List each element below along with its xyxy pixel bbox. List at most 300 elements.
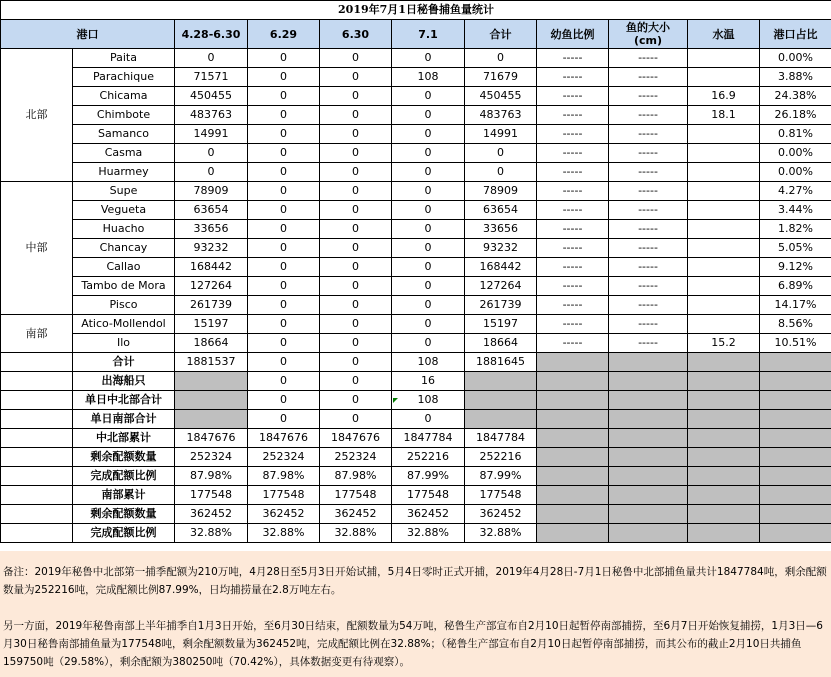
summary-label: 剩余配额数量 [73,448,175,467]
table-row [1,68,831,87]
cell-d0629: 1847676 [248,429,320,448]
cell-d0630: 0 [320,220,392,239]
cell-juvenile: ----- [537,220,609,239]
cell-d0701: 108 [392,353,465,372]
empty-cell [537,410,609,429]
empty-cell [537,353,609,372]
cell-water-temp: 16.9 [688,87,760,106]
cell-water-temp [688,163,760,182]
cell-share: 10.51% [760,334,831,353]
empty-cell [609,524,688,543]
cell-range: 261739 [175,296,248,315]
empty-cell [537,524,609,543]
cell-d0701: 108 [392,391,465,410]
cell-juvenile: ----- [537,106,609,125]
cell-d0629: 0 [248,87,320,106]
cell-d0701: 0 [392,239,465,258]
cell-water-temp [688,239,760,258]
cell-range: 32.88% [175,524,248,543]
header-range: 4.28-6.30 [175,20,248,49]
empty-cell [609,505,688,524]
cell-share: 26.18% [760,106,831,125]
port-name: Paita [73,49,175,68]
empty-cell [537,391,609,410]
cell-d0630: 0 [320,201,392,220]
empty-cell [537,372,609,391]
header-0629: 6.29 [248,20,320,49]
summary-spacer [1,410,73,429]
cell-d0630: 0 [320,125,392,144]
cell-juvenile: ----- [537,315,609,334]
cell-total: 362452 [465,505,537,524]
cell-d0701: 0 [392,201,465,220]
cell-total: 87.99% [465,467,537,486]
summary-label: 剩余配额数量 [73,505,175,524]
fish-size-label: 鱼的大小 [626,21,670,34]
cell-water-temp [688,182,760,201]
cell-d0630: 0 [320,163,392,182]
cell-d0630: 0 [320,239,392,258]
cell-share: 8.56% [760,315,831,334]
empty-cell [688,353,760,372]
cell-total: 1881645 [465,353,537,372]
cell-d0630: 0 [320,182,392,201]
cell-d0701: 252216 [392,448,465,467]
port-name: Chicama [73,87,175,106]
cell-d0630: 177548 [320,486,392,505]
cell-juvenile: ----- [537,49,609,68]
cell-d0629: 0 [248,220,320,239]
summary-spacer [1,467,73,486]
cell-juvenile: ----- [537,144,609,163]
table-row [1,277,831,296]
cell-water-temp [688,220,760,239]
cell-fish-size: ----- [609,239,688,258]
page-title: 2019年7月1日秘鲁捕鱼量统计 [1,1,831,20]
cell-share: 0.00% [760,144,831,163]
cell-d0630: 0 [320,353,392,372]
cell-total: 0 [465,163,537,182]
cell-juvenile: ----- [537,182,609,201]
empty-cell [609,410,688,429]
cell-fish-size: ----- [609,49,688,68]
cell-juvenile: ----- [537,125,609,144]
cell-d0629: 0 [248,372,320,391]
cell-d0629: 252324 [248,448,320,467]
cell-range: 362452 [175,505,248,524]
cell-range: 252324 [175,448,248,467]
cell-d0630: 0 [320,315,392,334]
summary-row [1,505,831,524]
cell-d0630: 0 [320,334,392,353]
summary-label: 完成配额比例 [73,524,175,543]
empty-cell [609,429,688,448]
cell-share: 24.38% [760,87,831,106]
cell-d0701: 0 [392,106,465,125]
cell-range: 0 [175,163,248,182]
cell-fish-size: ----- [609,87,688,106]
cell-d0630: 0 [320,87,392,106]
cell-d0629: 32.88% [248,524,320,543]
cell-d0701: 0 [392,87,465,106]
summary-spacer [1,448,73,467]
cell-share: 4.27% [760,182,831,201]
cell-d0701: 0 [392,144,465,163]
cell-d0701: 0 [392,49,465,68]
header-water-temp: 水温 [688,20,760,49]
table-row [1,87,831,106]
cell-d0629: 0 [248,106,320,125]
empty-cell [537,448,609,467]
summary-row [1,486,831,505]
table-row [1,163,831,182]
region-label: 北部 [1,49,73,182]
empty-cell [688,429,760,448]
cell-d0629: 0 [248,353,320,372]
cell-water-temp [688,258,760,277]
cell-juvenile: ----- [537,334,609,353]
empty-cell [688,467,760,486]
cell-total: 261739 [465,296,537,315]
cell-water-temp [688,68,760,87]
empty-cell [537,429,609,448]
empty-cell [688,486,760,505]
cell-water-temp [688,125,760,144]
table-row [1,220,831,239]
cell-total: 33656 [465,220,537,239]
notes-box [0,551,831,677]
cell-share: 3.44% [760,201,831,220]
header-port: 港口 [1,20,175,49]
cell-d0630: 362452 [320,505,392,524]
cell-juvenile: ----- [537,258,609,277]
cell-d0629: 0 [248,239,320,258]
cell-water-temp [688,315,760,334]
cell-juvenile: ----- [537,201,609,220]
cell-range: 177548 [175,486,248,505]
cell-d0630: 87.98% [320,467,392,486]
cell-water-temp [688,144,760,163]
summary-label: 南部累计 [73,486,175,505]
header-share: 港口占比 [760,20,831,49]
empty-cell [537,505,609,524]
cell-d0629: 87.98% [248,467,320,486]
cell-fish-size: ----- [609,106,688,125]
empty-cell [760,372,831,391]
cell-total: 177548 [465,486,537,505]
comment-indicator [393,398,398,403]
cell-d0629: 0 [248,277,320,296]
cell-range [175,410,248,429]
table-row [1,201,831,220]
cell-d0701: 0 [392,163,465,182]
cell-range: 14991 [175,125,248,144]
empty-cell [760,391,831,410]
table-row [1,106,831,125]
port-name: Huacho [73,220,175,239]
cell-fish-size: ----- [609,277,688,296]
port-name: Ilo [73,334,175,353]
cell-fish-size: ----- [609,163,688,182]
cell-total: 168442 [465,258,537,277]
cell-total [465,410,537,429]
cell-fish-size: ----- [609,125,688,144]
fish-size-unit: (cm) [633,34,663,47]
cell-range [175,372,248,391]
cell-d0630: 0 [320,410,392,429]
cell-d0701: 16 [392,372,465,391]
cell-range: 15197 [175,315,248,334]
empty-cell [537,486,609,505]
cell-total: 450455 [465,87,537,106]
summary-spacer [1,372,73,391]
empty-cell [609,486,688,505]
summary-row [1,410,831,429]
empty-cell [688,372,760,391]
header-total: 合计 [465,20,537,49]
cell-d0630: 0 [320,106,392,125]
summary-spacer [1,391,73,410]
cell-d0629: 0 [248,201,320,220]
cell-d0701: 0 [392,315,465,334]
header-juvenile: 幼鱼比例 [537,20,609,49]
cell-juvenile: ----- [537,87,609,106]
cell-water-temp: 18.1 [688,106,760,125]
cell-fish-size: ----- [609,144,688,163]
cell-d0630: 1847676 [320,429,392,448]
cell-total: 14991 [465,125,537,144]
cell-d0630: 252324 [320,448,392,467]
region-label: 南部 [1,315,73,353]
table-row [1,239,831,258]
port-name: Samanco [73,125,175,144]
table-row [1,49,831,68]
summary-spacer [1,353,73,372]
cell-range [175,391,248,410]
cell-fish-size: ----- [609,334,688,353]
cell-d0629: 0 [248,296,320,315]
cell-d0701: 0 [392,125,465,144]
note-paragraph-2: 另一方面，2019年秘鲁南部上半年捕季自1月3日开始，至6月30日结束，配额数量为54万吨，秘鲁生产部宣布自2月10日起暂停南部捕捞，至6月7日开始恢复捕捞，1月3日—6月30日秘鲁南部捕鱼量为177548吨，剩余配额数量为362452吨，完成配额比例在32.88%；（秘鲁生产部宣布自2月10日起暂停南部捕捞，而其公布的截止2月10日共捕鱼159750吨（29.58%），剩余配额为380250吨（70.42%），具体数据变更有待观察）。 [3,620,823,668]
cell-juvenile: ----- [537,296,609,315]
cell-fish-size: ----- [609,296,688,315]
header-0630: 6.30 [320,20,392,49]
cell-total: 32.88% [465,524,537,543]
cell-d0629: 0 [248,334,320,353]
region-label: 中部 [1,182,73,315]
table-row [1,296,831,315]
empty-cell [760,524,831,543]
cell-d0630: 32.88% [320,524,392,543]
cell-total [465,372,537,391]
port-name: Huarmey [73,163,175,182]
cell-range: 1881537 [175,353,248,372]
cell-range: 71571 [175,68,248,87]
cell-total: 483763 [465,106,537,125]
cell-d0701: 0 [392,410,465,429]
cell-d0629: 0 [248,182,320,201]
cell-range: 0 [175,144,248,163]
cell-range: 93232 [175,239,248,258]
empty-cell [609,391,688,410]
empty-cell [760,486,831,505]
cell-d0629: 177548 [248,486,320,505]
cell-total: 127264 [465,277,537,296]
table-row [1,315,831,334]
cell-range: 33656 [175,220,248,239]
port-name: Tambo de Mora [73,277,175,296]
cell-d0701: 0 [392,182,465,201]
empty-cell [688,524,760,543]
note-paragraph-1: 备注：2019年秘鲁中北部第一捕季配额为210万吨，4月28日至5月3日开始试捕，5月4日零时正式开捕，2019年4月28日-7月1日秘鲁中北部捕鱼量共计1847784吨，剩余配额数量为252216吨，完成配额比例87.99%，日均捕捞量在2.8万吨左右。 [3,566,827,596]
cell-d0701: 32.88% [392,524,465,543]
cell-share: 14.17% [760,296,831,315]
port-name: Chimbote [73,106,175,125]
summary-label: 单日中北部合计 [73,391,175,410]
cell-range: 1847676 [175,429,248,448]
summary-row [1,353,831,372]
summary-row [1,448,831,467]
cell-d0629: 0 [248,315,320,334]
empty-cell [688,448,760,467]
cell-total: 1847784 [465,429,537,448]
cell-range: 18664 [175,334,248,353]
header-row [1,20,831,49]
empty-cell [760,467,831,486]
cell-d0629: 0 [248,68,320,87]
summary-label: 单日南部合计 [73,410,175,429]
cell-d0629: 0 [248,49,320,68]
summary-label: 中北部累计 [73,429,175,448]
cell-d0701: 362452 [392,505,465,524]
cell-total: 78909 [465,182,537,201]
cell-share: 5.05% [760,239,831,258]
cell-d0630: 0 [320,49,392,68]
empty-cell [609,467,688,486]
header-0701: 7.1 [392,20,465,49]
port-name: Casma [73,144,175,163]
cell-d0701: 0 [392,334,465,353]
summary-spacer [1,524,73,543]
cell-range: 63654 [175,201,248,220]
table-row [1,334,831,353]
port-name: Pisco [73,296,175,315]
cell-water-temp: 15.2 [688,334,760,353]
cell-fish-size: ----- [609,68,688,87]
header-fish-size [609,20,688,49]
empty-cell [760,505,831,524]
cell-total: 15197 [465,315,537,334]
table-row [1,125,831,144]
cell-water-temp [688,201,760,220]
cell-d0701: 177548 [392,486,465,505]
table-row [1,144,831,163]
cell-range: 0 [175,49,248,68]
summary-spacer [1,486,73,505]
cell-d0629: 0 [248,258,320,277]
summary-label: 出海船只 [73,372,175,391]
cell-d0701: 1847784 [392,429,465,448]
cell-d0630: 0 [320,296,392,315]
cell-d0629: 0 [248,391,320,410]
port-name: Supe [73,182,175,201]
cell-d0630: 0 [320,68,392,87]
summary-row [1,391,831,410]
summary-row [1,429,831,448]
cell-fish-size: ----- [609,315,688,334]
summary-label: 完成配额比例 [73,467,175,486]
cell-range: 168442 [175,258,248,277]
cell-d0629: 0 [248,144,320,163]
empty-cell [688,391,760,410]
cell-water-temp [688,296,760,315]
cell-d0701: 87.99% [392,467,465,486]
cell-fish-size: ----- [609,258,688,277]
port-name: Atico-Mollendol [73,315,175,334]
cell-share: 0.81% [760,125,831,144]
port-name: Chancay [73,239,175,258]
cell-fish-size: ----- [609,182,688,201]
cell-d0701: 0 [392,220,465,239]
summary-label: 合计 [73,353,175,372]
empty-cell [688,505,760,524]
cell-d0630: 0 [320,372,392,391]
cell-share: 3.88% [760,68,831,87]
empty-cell [760,448,831,467]
cell-range: 127264 [175,277,248,296]
cell-juvenile: ----- [537,239,609,258]
cell-range: 483763 [175,106,248,125]
cell-total: 252216 [465,448,537,467]
cell-total: 63654 [465,201,537,220]
cell-range: 87.98% [175,467,248,486]
port-name: Callao [73,258,175,277]
empty-cell [609,448,688,467]
cell-juvenile: ----- [537,163,609,182]
cell-total: 0 [465,49,537,68]
cell-total [465,391,537,410]
empty-cell [609,353,688,372]
cell-fish-size: ----- [609,220,688,239]
cell-d0629: 0 [248,163,320,182]
cell-share: 1.82% [760,220,831,239]
summary-row [1,372,831,391]
cell-share: 0.00% [760,163,831,182]
cell-share: 6.89% [760,277,831,296]
empty-cell [760,429,831,448]
summary-row [1,524,831,543]
cell-d0701: 0 [392,296,465,315]
cell-d0630: 0 [320,258,392,277]
cell-juvenile: ----- [537,277,609,296]
cell-total: 18664 [465,334,537,353]
cell-d0630: 0 [320,277,392,296]
empty-cell [760,410,831,429]
cell-total: 0 [465,144,537,163]
cell-d0701: 0 [392,258,465,277]
cell-total: 93232 [465,239,537,258]
cell-d0701: 108 [392,68,465,87]
cell-share: 0.00% [760,49,831,68]
empty-cell [760,353,831,372]
port-name: Parachique [73,68,175,87]
cell-juvenile: ----- [537,68,609,87]
table-row [1,182,831,201]
table-row [1,258,831,277]
cell-range: 450455 [175,87,248,106]
cell-share: 9.12% [760,258,831,277]
cell-water-temp [688,49,760,68]
